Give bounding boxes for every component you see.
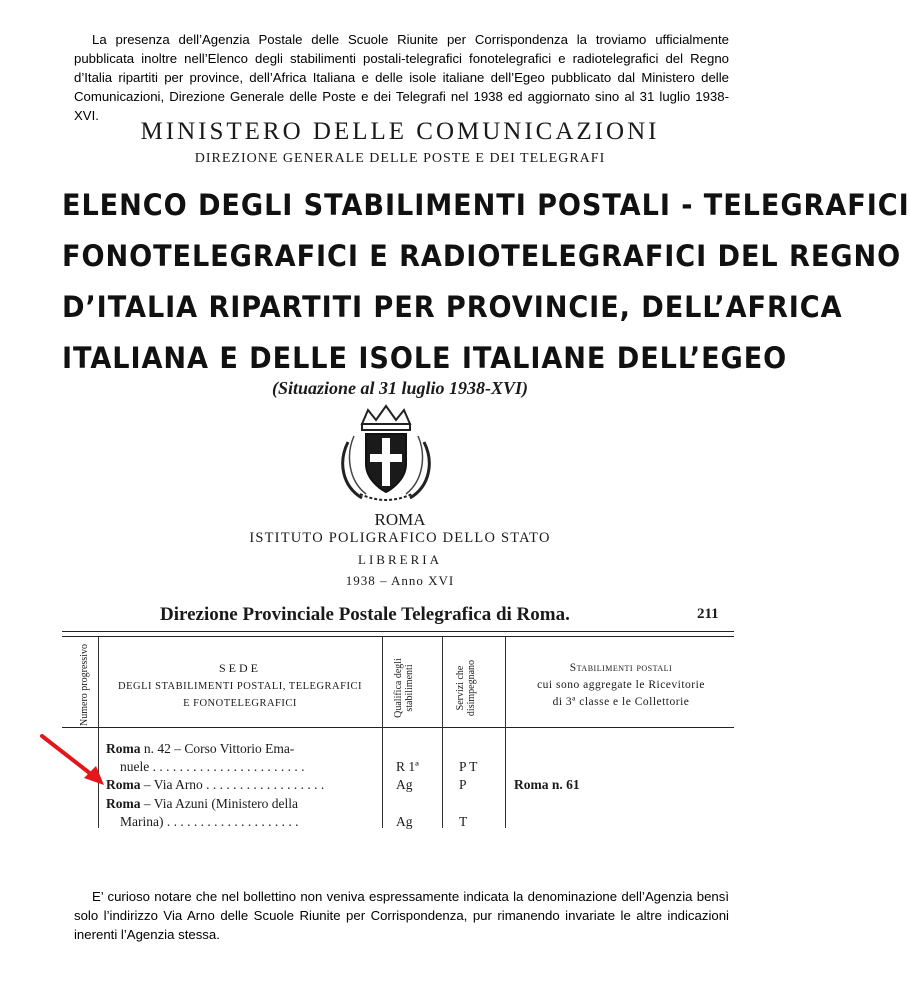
row-servizi: P bbox=[459, 777, 467, 792]
row-address-cont: nuele . . . . . . . . . . . . . . . . . . . . . . . bbox=[120, 759, 305, 774]
header-stabilimenti-sub2: di 3ª classe e le Collettorie bbox=[552, 696, 690, 708]
publisher-name: ISTITUTO POLIGRAFICO DELLO STATO bbox=[249, 530, 551, 546]
row-place: Roma bbox=[106, 741, 141, 756]
row-address: – Via Arno . . . . . . . . . . . . . . . . . . bbox=[140, 777, 325, 792]
table-row bbox=[106, 796, 298, 812]
bookshop-label: LIBRERIA bbox=[358, 552, 442, 567]
header-numero: Numero progressivo bbox=[79, 644, 90, 726]
row-address: – Via Azuni (Ministero della bbox=[140, 796, 299, 811]
row-qualifica: Ag bbox=[396, 814, 413, 829]
row-aggregate: Roma n. 61 bbox=[514, 777, 580, 792]
row-servizi: P T bbox=[459, 759, 478, 774]
header-sede-title: SEDE bbox=[219, 661, 261, 675]
table-row bbox=[106, 777, 324, 793]
header-qualifica: Qualifica degli stabilimenti bbox=[393, 658, 415, 718]
directorate-subtitle: DIREZIONE GENERALE DELLE POSTE E DEI TELEGRAFI bbox=[194, 151, 606, 166]
page-number: 211 bbox=[697, 606, 719, 622]
row-servizi: T bbox=[459, 814, 468, 829]
list-title-line-3: D’ITALIA RIPARTITI PER PROVINCIE, DELL’AFRICA bbox=[62, 290, 843, 324]
section-title: Direzione Provinciale Postale Telegrafica di Roma. bbox=[160, 604, 570, 625]
row-qualifica: Ag bbox=[396, 777, 413, 792]
row-address: n. 42 – Corso Vittorio Ema- bbox=[140, 741, 295, 756]
situation-date: (Situazione al 31 luglio 1938-XVI) bbox=[271, 378, 529, 398]
column-divider bbox=[382, 637, 383, 828]
row-qualifica: R 1ª bbox=[396, 759, 419, 774]
row-place: Roma bbox=[106, 796, 141, 811]
ministry-title: MINISTERO DELLE COMUNICAZIONI bbox=[140, 118, 660, 145]
row-address-cont: Marina) . . . . . . . . . . . . . . . . . . . . bbox=[120, 814, 299, 829]
red-arrow-icon bbox=[38, 732, 110, 788]
list-title-line-4: ITALIANA E DELLE ISOLE ITALIANE DELL’EGEO bbox=[62, 341, 788, 375]
column-divider bbox=[505, 637, 506, 828]
header-sede-sub1: DEGLI STABILIMENTI POSTALI, TELEGRAFICI bbox=[118, 681, 362, 692]
column-divider bbox=[442, 637, 443, 828]
header-stabilimenti-title: Stabilimenti postali bbox=[569, 662, 673, 674]
intro-paragraph: La presenza dell’Agenzia Postale delle Scuole Riunite per Corrispondenza la troviamo ufficialmente pubblicata inoltre nell’Elenco degli stabilimenti postali-telegrafici fonotelegrafici e radiotelegrafici del Regno d’Italia ripartiti per province, dell’Africa Italiana e delle isole italiane dell’Egeo pubblicato dal Ministero delle Comunicazioni, Direzione Generale delle Poste e dei Telegrafi nel 1938 ed aggiornato sino al 31 luglio 1938-XVI. bbox=[74, 32, 729, 123]
publication-year: 1938 – Anno XVI bbox=[345, 573, 455, 588]
table-top-rule bbox=[62, 631, 734, 632]
table-row bbox=[106, 741, 294, 757]
header-sede-sub2: E FONOTELEGRAFICI bbox=[183, 698, 297, 709]
header-stabilimenti-sub1: cui sono aggregate le Ricevitorie bbox=[537, 679, 705, 691]
table-top-rule-2 bbox=[62, 636, 734, 637]
list-title bbox=[62, 180, 910, 384]
row-place: Roma bbox=[106, 777, 141, 792]
publisher-city: ROMA bbox=[374, 510, 426, 529]
list-title-line-1: ELENCO DEGLI STABILIMENTI POSTALI - TELEGRAFICI bbox=[62, 188, 910, 222]
savoy-coat-of-arms-icon bbox=[332, 402, 440, 508]
list-title-line-2: FONOTELEGRAFICI E RADIOTELEGRAFICI DEL REGNO bbox=[62, 239, 902, 273]
closing-paragraph: E’ curioso notare che nel bollettino non veniva espressamente indicata la denominazione dell’Agenzia bensì solo l’indirizzo Via Arno delle Scuole Riunite per Corrispondenza, pur rimanendo invariate le altre indicazioni inerenti l’Agenzia stessa. bbox=[74, 889, 729, 942]
header-servizi: Servizi che disimpegnano bbox=[455, 659, 477, 717]
